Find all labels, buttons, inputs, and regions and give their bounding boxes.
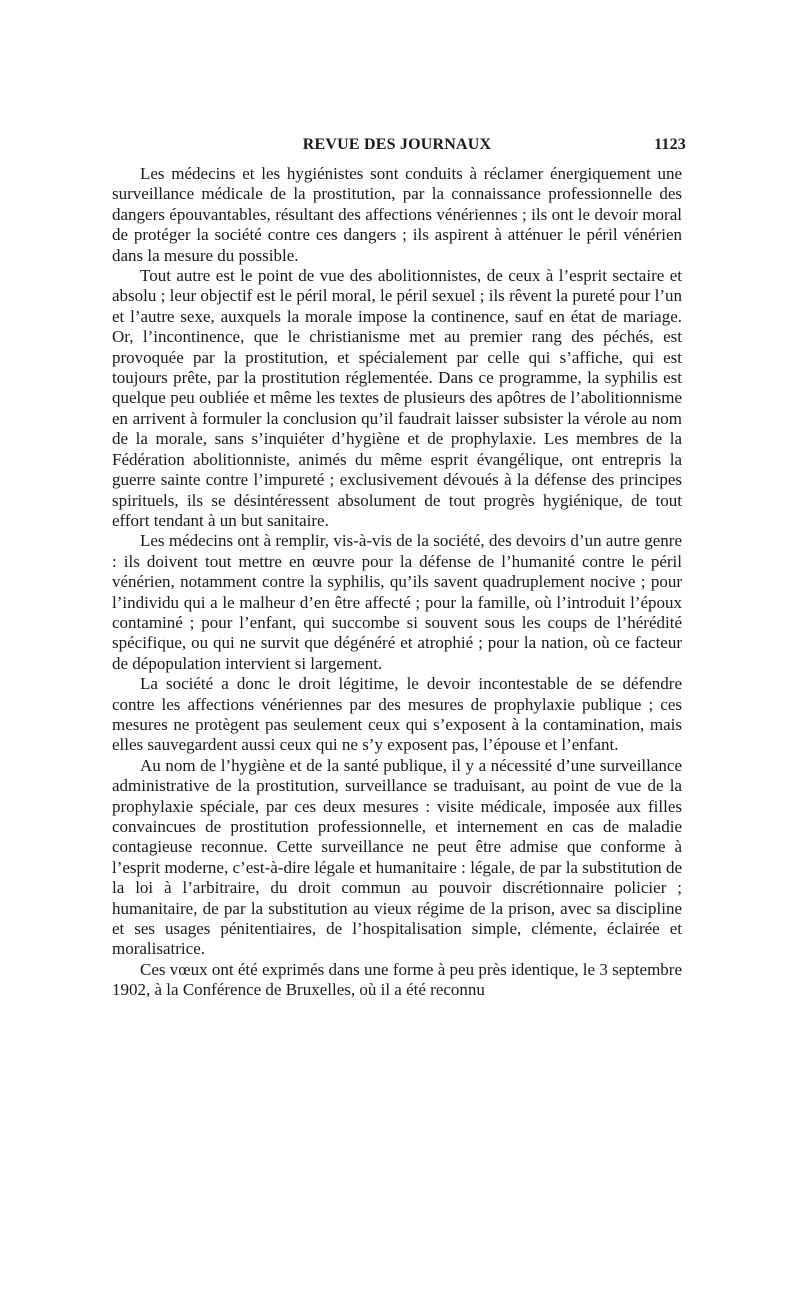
body-text <box>112 164 682 1001</box>
paragraph: Les médecins ont à remplir, vis-à-vis de la société, des devoirs d’un autre genre : ils doivent tout mettre en œuvre pour la défense de l’humanité contre le péril vénérien, notamment contre la syphilis, qu’ils savent quadruplement nocive ; pour l’individu qui a le malheur d’en être affecté ; pour la famille, où l’introduit l’époux contaminé ; pour l’enfant, qui succombe si souvent sous les coups de l’hérédité spécifique, ou qui ne survit que dégénéré et atrophié ; pour la nation, où ce facteur de dépopulation intervient si largement. <box>112 531 682 673</box>
paragraph: Ces vœux ont été exprimés dans une forme à peu près identique, le 3 septembre 1902, à la Conférence de Bruxelles, où il a été reconnu <box>112 959 682 1000</box>
running-head <box>112 132 686 164</box>
running-title: REVUE DES JOURNAUX <box>302 136 492 153</box>
paragraph: Au nom de l’hygiène et de la santé publique, il y a nécessité d’une surveillance administrative de la prostitution, surveillance se traduisant, au point de vue de la prophylaxie spéciale, par ces deux mesures : visite médicale, imposée aux filles convaincues de prostitution professionnelle, et internement en cas de maladie contagieuse reconnue. Cette surveillance ne peut être admise que conforme à l’esprit moderne, c’est-à-dire légale et humanitaire : légale, de par la substitution de la loi à l’arbitraire, du droit commun au pouvoir discrétionnaire policier ; humanitaire, de par la substitution au vieux régime de la prison, avec sa discipline et ses usages pénitentiaires, de l’hospitalisation simple, clémente, éclairée et moralisatrice. <box>112 755 682 959</box>
document-page <box>112 132 686 1001</box>
paragraph: Les médecins et les hygiénistes sont conduits à réclamer énergiquement une surveillance médicale de la prostitution, par la connaissance professionnelle des dangers épouvantables, résultant des affections vénériennes ; ils ont le devoir moral de protéger la société contre ces dangers ; ils aspirent à atténuer le péril vénérien dans la mesure du possible. <box>112 164 682 265</box>
paragraph: Tout autre est le point de vue des abolitionnistes, de ceux à l’esprit sectaire et absolu ; leur objectif est le péril moral, le péril sexuel ; ils rêvent la pureté pour l’un et l’autre sexe, auxquels la morale impose la continence, sauf en état de mariage. Or, l’incontinence, que le christianisme met au premier rang des péchés, est provoquée par la prostitution, et spécialement par celle qui s’affiche, qui est toujours prête, par la prostitution réglementée. Dans ce programme, la syphilis est quelque peu oubliée et même les textes de plusieurs des apôtres de l’abolitionnisme en arrivent à formuler la conclusion qu’il faudrait laisser subsister la vérole au nom de la morale, sans s’inquiéter d’hygiène et de prophylaxie. Les membres de la Fédération abolitionniste, animés du même esprit évangélique, ont entrepris la guerre sainte contre l’impureté ; exclusivement dévoués à la défense des principes spirituels, ils se désintéressent absolument de tout progrès hygiénique, de tout effort tendant à un but sanitaire. <box>112 266 682 530</box>
paragraph: La société a donc le droit légitime, le devoir incontestable de se défendre contre les affections vénériennes par des mesures de prophylaxie publique ; ces mesures ne protègent pas seulement ceux qui s’exposent à la contamination, mais elles sauvegardent aussi ceux qui ne s’y exposent pas, l’épouse et l’enfant. <box>112 674 682 755</box>
page-number: 1123 <box>654 136 686 153</box>
